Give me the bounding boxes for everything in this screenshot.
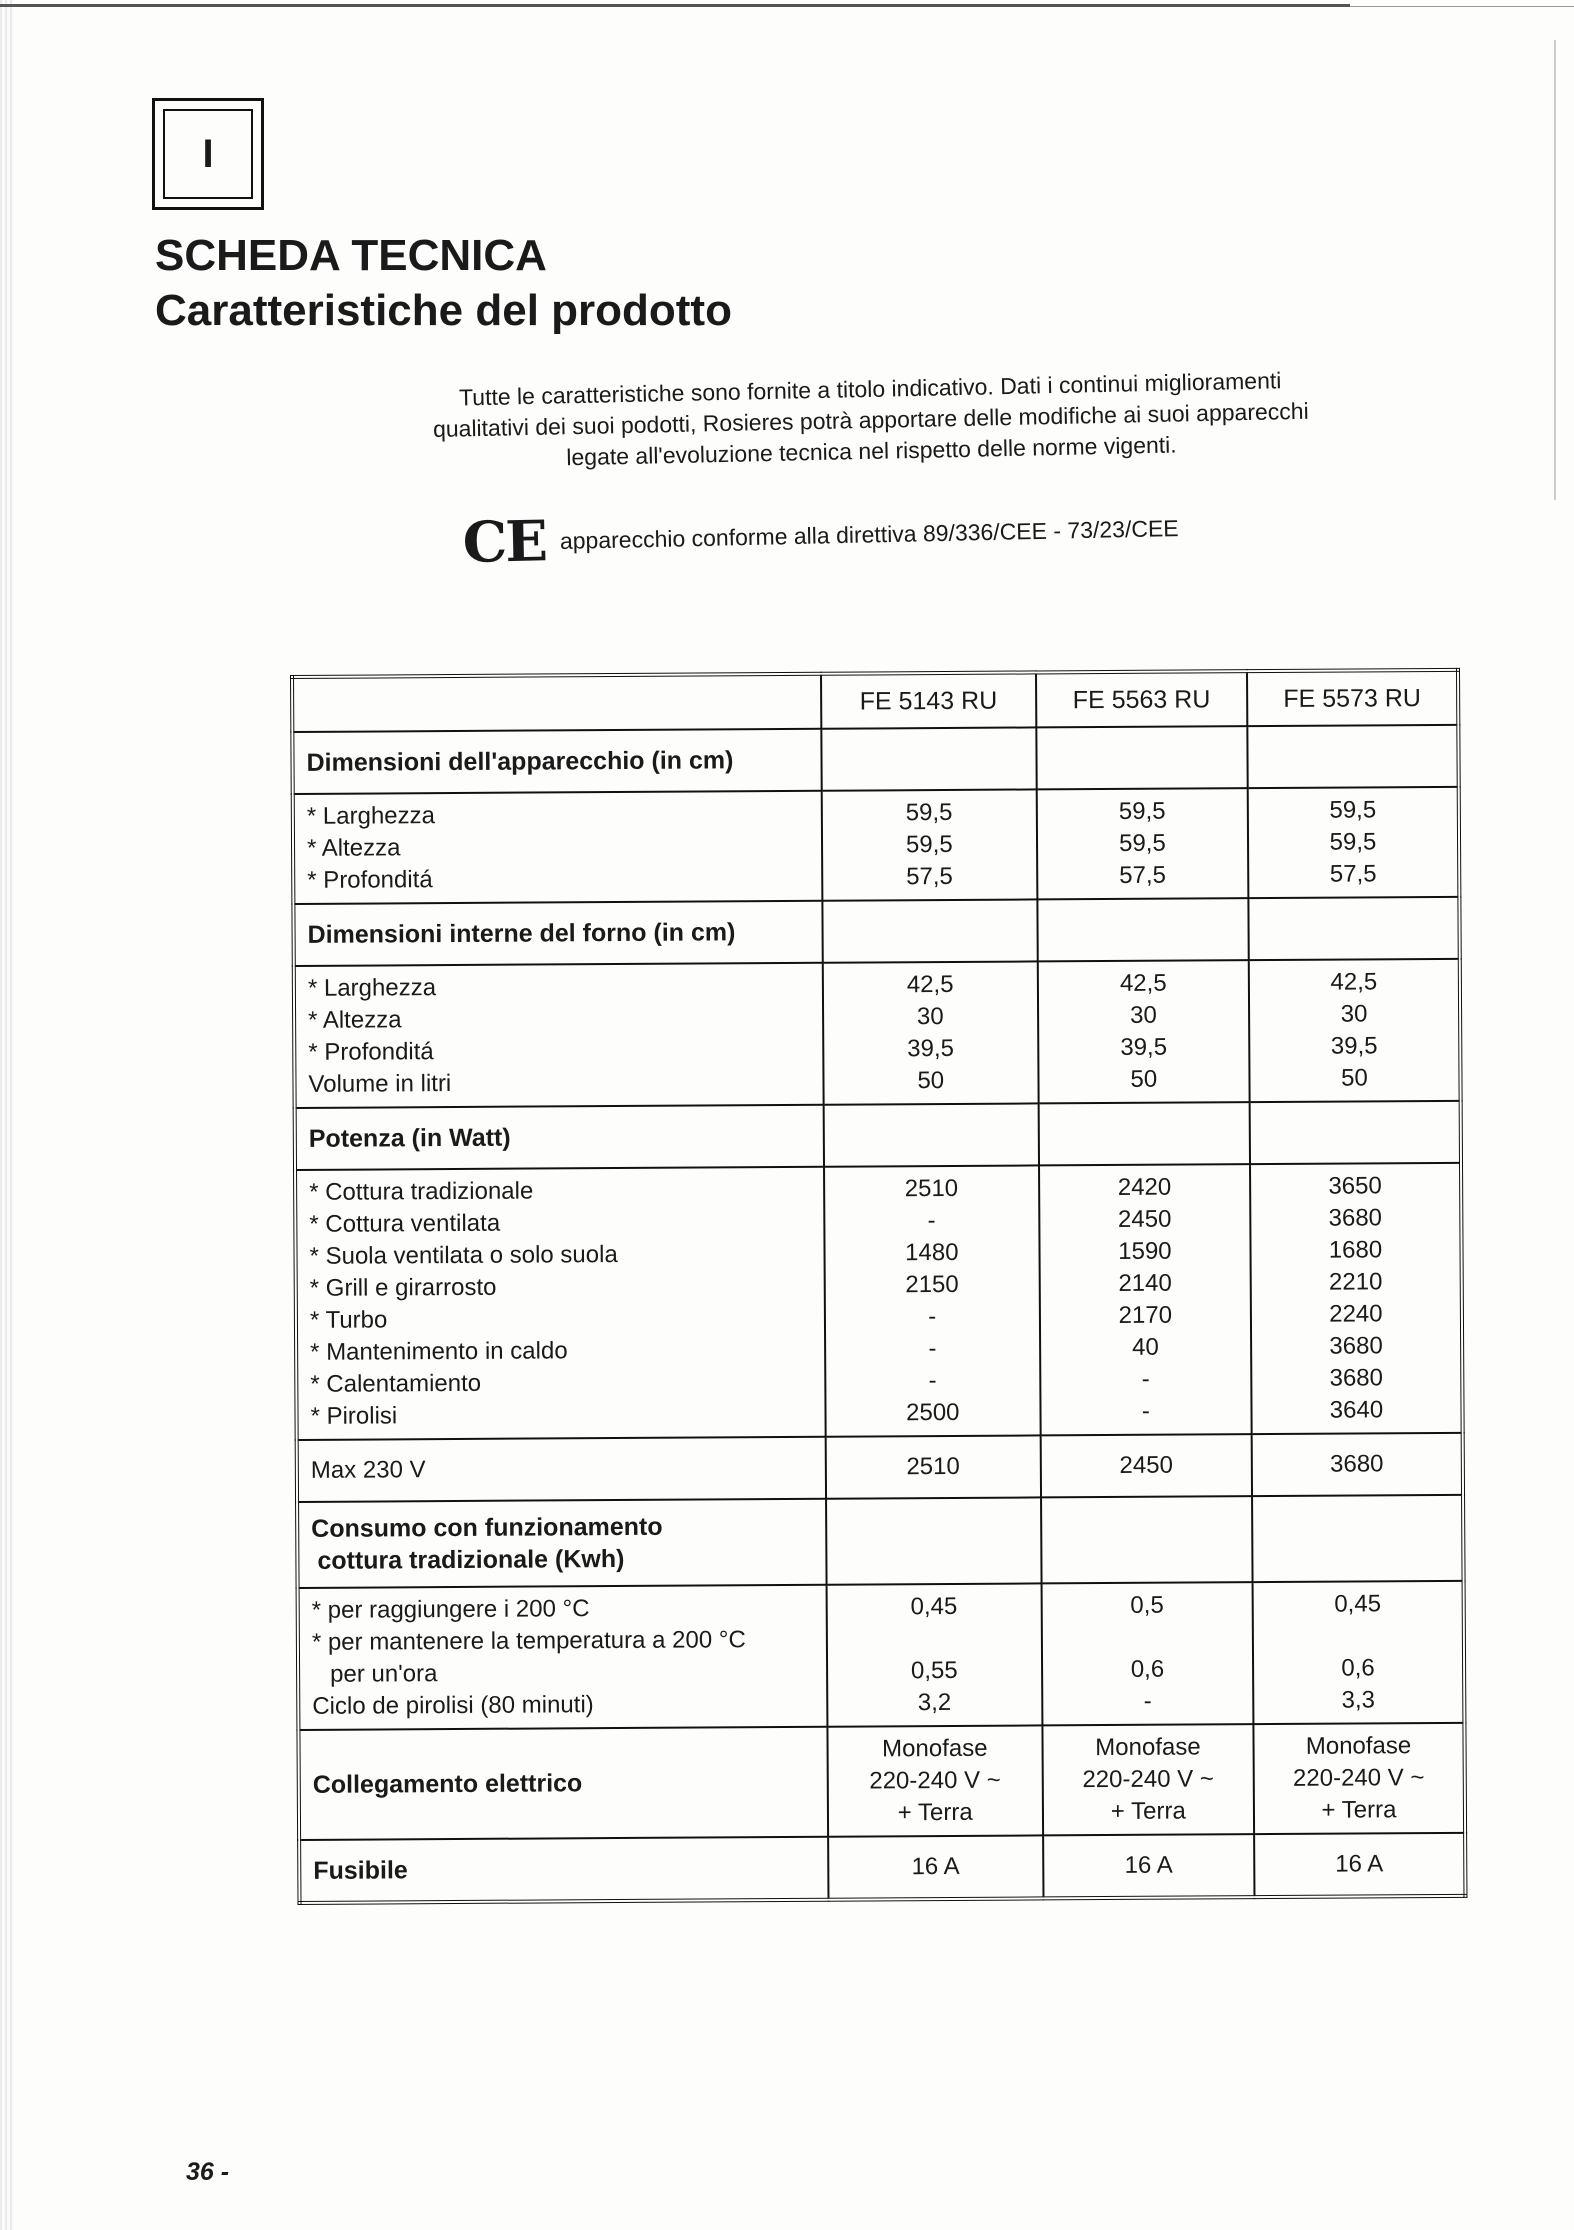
value: 0,6 xyxy=(1341,1654,1375,1682)
row-label: * Larghezza xyxy=(307,974,437,1002)
value: 50 xyxy=(1130,1065,1158,1093)
value: Monofase xyxy=(882,1734,988,1763)
value: - xyxy=(928,1303,937,1331)
value: 2450 xyxy=(1117,1205,1172,1233)
row-label: * Calentamiento xyxy=(310,1369,482,1398)
max-label: Max 230 V xyxy=(297,1437,826,1502)
value: 1590 xyxy=(1118,1237,1172,1265)
value: 2240 xyxy=(1329,1300,1383,1328)
fusibile-value: 16 A xyxy=(1043,1834,1254,1898)
row-label: * Profonditá xyxy=(307,866,433,894)
page-number: 36 - xyxy=(186,2158,230,2186)
header-empty xyxy=(292,674,821,732)
table-row-max xyxy=(297,1433,1463,1502)
row-labels xyxy=(295,1167,825,1440)
section-title-line: cottura tradizionale (Kwh) xyxy=(317,1544,625,1575)
value-cell xyxy=(822,961,1038,1104)
value-cell xyxy=(824,1165,1041,1436)
value: 0,45 xyxy=(1334,1590,1382,1618)
row-label: * Cottura tradizionale xyxy=(309,1177,534,1206)
table-row-fusibile xyxy=(299,1833,1465,1903)
model-header: FE 5563 RU xyxy=(1036,671,1247,727)
fusibile-value: 16 A xyxy=(1254,1833,1465,1897)
value: - xyxy=(1141,1397,1150,1425)
value-cell xyxy=(1041,1582,1253,1725)
section-row xyxy=(292,725,1458,794)
scan-edge xyxy=(0,0,14,2230)
table-row xyxy=(298,1581,1465,1730)
value: 42,5 xyxy=(1330,968,1378,996)
value: - xyxy=(928,1367,937,1395)
value: - xyxy=(927,1207,936,1235)
value: 30 xyxy=(1130,1001,1157,1029)
value: 39,5 xyxy=(1120,1033,1168,1061)
language-box xyxy=(152,98,264,210)
value: - xyxy=(1143,1687,1152,1715)
value: 0,5 xyxy=(1130,1591,1164,1619)
row-label: * per mantenere la temperatura a 200 °C xyxy=(311,1626,746,1656)
value-cell xyxy=(1252,1581,1464,1724)
page-title: SCHEDA TECNICA xyxy=(155,231,547,280)
value: 3680 xyxy=(1329,1332,1383,1360)
value: - xyxy=(1141,1365,1150,1393)
value: 59,5 xyxy=(1329,828,1377,856)
intro-paragraph xyxy=(340,363,1402,478)
row-label: * Profonditá xyxy=(308,1038,434,1066)
max-value: 3680 xyxy=(1252,1433,1463,1496)
value: + Terra xyxy=(897,1798,973,1827)
section-row xyxy=(297,1495,1464,1588)
row-labels xyxy=(294,963,824,1108)
value: 2500 xyxy=(905,1398,960,1427)
section-title: Potenza (in Watt) xyxy=(295,1105,824,1170)
value: 1680 xyxy=(1328,1236,1383,1264)
value: 0,55 xyxy=(910,1656,958,1685)
value-cell xyxy=(1042,1724,1254,1835)
value: 3680 xyxy=(1329,1364,1384,1392)
row-label: per un'ora xyxy=(330,1660,438,1688)
row-label: * Larghezza xyxy=(306,802,436,830)
value: 57,5 xyxy=(1329,860,1377,888)
row-labels xyxy=(293,791,822,904)
value: 3650 xyxy=(1328,1172,1382,1200)
value-cell xyxy=(821,789,1037,900)
model-header: FE 5573 RU xyxy=(1247,670,1458,726)
row-label: * Cottura ventilata xyxy=(309,1209,501,1238)
value: Monofase xyxy=(1305,1732,1412,1760)
value: 42,5 xyxy=(1119,969,1167,997)
value: 2510 xyxy=(904,1174,959,1203)
value: 2140 xyxy=(1118,1269,1172,1297)
value: 220-240 V ~ xyxy=(1292,1764,1425,1792)
value: 3,3 xyxy=(1341,1686,1376,1714)
value: 39,5 xyxy=(1330,1032,1378,1060)
value-cell xyxy=(1039,1164,1252,1435)
value-cell xyxy=(1253,1723,1465,1834)
value: 0,45 xyxy=(910,1592,958,1621)
section-row xyxy=(293,897,1459,966)
value: 39,5 xyxy=(907,1034,955,1063)
value: 30 xyxy=(1340,1000,1368,1028)
value: Monofase xyxy=(1095,1733,1201,1762)
section-title xyxy=(297,1499,826,1588)
value: 220-240 V ~ xyxy=(869,1766,1001,1795)
value: - xyxy=(928,1335,937,1363)
fusibile-label: Fusibile xyxy=(299,1837,828,1903)
section-title-line: Consumo con funzionamento xyxy=(311,1512,663,1543)
value: 50 xyxy=(917,1067,945,1095)
language-label: I xyxy=(163,109,253,199)
value: 40 xyxy=(1132,1333,1159,1361)
row-label: Volume in litri xyxy=(308,1070,452,1098)
value: 30 xyxy=(916,1003,944,1031)
section-title: Dimensioni interne del forno (in cm) xyxy=(293,901,822,966)
model-header: FE 5143 RU xyxy=(821,672,1036,728)
value xyxy=(1055,1621,1240,1654)
max-value: 2450 xyxy=(1041,1434,1252,1497)
intro-line: legate all'evoluzione tecnica nel rispetto delle norme vigenti. xyxy=(566,431,1177,471)
value: 2150 xyxy=(905,1270,959,1299)
value: 220-240 V ~ xyxy=(1082,1765,1214,1794)
page-subtitle: Caratteristiche del prodotto xyxy=(155,286,732,335)
value-cell xyxy=(1250,1163,1463,1434)
row-label: * Pirolisi xyxy=(310,1402,398,1430)
spec-table xyxy=(290,668,1467,1905)
value: 59,5 xyxy=(1118,829,1166,857)
value: 59,5 xyxy=(905,830,953,859)
value: + Terra xyxy=(1110,1797,1186,1826)
row-label: * per raggiungere i 200 °C xyxy=(311,1595,590,1624)
table-row xyxy=(294,959,1461,1108)
spec-table-wrapper xyxy=(290,668,1474,1975)
value: + Terra xyxy=(1321,1796,1397,1824)
value-cell xyxy=(826,1583,1042,1726)
ce-text: apparecchio conforme alla direttiva 89/336/CEE - 73/23/CEE xyxy=(559,514,1179,554)
value-cell xyxy=(1037,788,1249,899)
row-label: * Suola ventilata o solo suola xyxy=(309,1241,618,1270)
row-label: * Grill e girarrosto xyxy=(309,1273,497,1302)
row-label: Ciclo de pirolisi (80 minuti) xyxy=(312,1691,594,1720)
value: 1480 xyxy=(905,1238,959,1267)
value: 2210 xyxy=(1328,1268,1383,1296)
intro-line: Tutte le caratteristiche sono fornite a titolo indicativo. Dati i continui miglioramenti xyxy=(458,367,1282,411)
value: 3680 xyxy=(1328,1204,1383,1232)
intro-line: qualitativi dei suoi podotti, Rosieres potrà apportare delle modifiche ai suoi apparecchi xyxy=(432,397,1309,443)
value xyxy=(1266,1620,1450,1653)
ce-conformity xyxy=(462,495,1179,576)
value: 57,5 xyxy=(1119,861,1167,889)
value-cell xyxy=(1248,787,1460,898)
row-label: * Altezza xyxy=(308,1006,402,1034)
value xyxy=(839,1623,1028,1656)
section-row xyxy=(295,1101,1461,1170)
table-row xyxy=(293,787,1460,904)
table-row-collegamento xyxy=(298,1723,1465,1840)
value-cell xyxy=(1249,959,1461,1102)
value: 50 xyxy=(1340,1064,1368,1092)
value-cell xyxy=(827,1725,1043,1836)
ce-mark-icon: CE xyxy=(462,508,547,576)
value: 3,2 xyxy=(917,1688,952,1717)
collegamento-label: Collegamento elettrico xyxy=(298,1727,827,1840)
value: 3640 xyxy=(1329,1396,1384,1424)
value: 59,5 xyxy=(1329,796,1377,824)
value: 2420 xyxy=(1117,1173,1172,1201)
table-row xyxy=(295,1163,1463,1440)
value: 42,5 xyxy=(906,970,954,999)
value: 2170 xyxy=(1118,1301,1173,1329)
max-value: 2510 xyxy=(825,1435,1041,1498)
value: 57,5 xyxy=(906,862,953,891)
row-label: * Mantenimento in caldo xyxy=(310,1337,568,1366)
section-title: Dimensioni dell'apparecchio (in cm) xyxy=(292,729,821,794)
value: 59,5 xyxy=(905,798,953,827)
table-header-row xyxy=(292,670,1458,732)
scan-edge-right xyxy=(1554,40,1556,500)
top-rule-faint xyxy=(1350,6,1574,7)
row-label: * Turbo xyxy=(309,1306,388,1334)
value-cell xyxy=(1038,960,1250,1103)
top-rule xyxy=(0,4,1350,7)
value: 59,5 xyxy=(1118,797,1166,825)
fusibile-value: 16 A xyxy=(828,1835,1044,1899)
row-label: * Altezza xyxy=(306,834,401,862)
row-labels xyxy=(298,1585,828,1730)
value: 0,6 xyxy=(1130,1655,1165,1683)
